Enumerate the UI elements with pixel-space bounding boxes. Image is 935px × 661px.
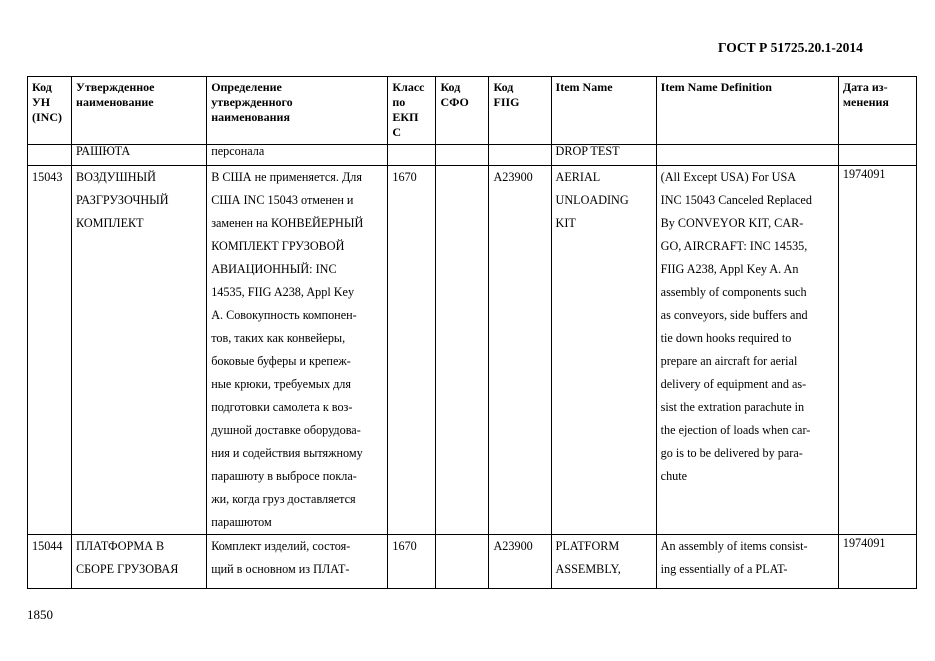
col-header-fiig: Код FIIG — [489, 77, 551, 145]
table-header-row — [28, 77, 917, 145]
cell-item-definition: An assembly of items consist- ing essentially of a PLAT- — [656, 535, 838, 589]
col-header-definition: Определение утвержденного наименования — [207, 77, 388, 145]
cell-definition: В США не применяется. Для США INC 15043 отменен и заменен на КОНВЕЙЕРНЫЙ КОМПЛЕКТ ГРУЗОВОЙ АВИАЦИОННЫЙ: INC 14535, FIIG A238, Appl Key A. Совокупность компонен- тов, таких как конвейеры, боковые буферы и крепеж- ные крюки, требуемых для подготовки самолета к воз- душной доставке оборудова- ния и содействия вытяжному парашюту в выбросе покла- жи, когда груз доставляется парашютом — [207, 166, 388, 535]
cell-sfo — [436, 145, 489, 166]
cell-item-definition: (All Except USA) For USA INC 15043 Canceled Replaced By CONVEYOR KIT, CAR- GO, AIRCRAFT: INC 14535, FIIG A238, Appl Key A. An assembly of components such as conveyors, side buffers and tie down hooks required to prepare an aircraft for aerial delivery of equipment and as- sist the extration parachute in the ejection of loads when car- go is to be delivered by para- chute — [656, 166, 838, 535]
cell-inc: 15044 — [28, 535, 72, 589]
cell-date: 1974091 — [838, 166, 916, 535]
col-header-item-definition: Item Name Definition — [656, 77, 838, 145]
document-code: ГОСТ Р 51725.20.1-2014 — [718, 40, 863, 55]
col-header-date: Дата из- менения — [838, 77, 916, 145]
cell-class — [388, 145, 436, 166]
cell-fiig — [489, 145, 551, 166]
cell-approved-name: РАШЮТА — [72, 145, 207, 166]
cell-date — [838, 145, 916, 166]
col-header-inc: Код УН (INC) — [28, 77, 72, 145]
cell-item-definition — [656, 145, 838, 166]
catalog-table — [27, 76, 917, 589]
cell-inc — [28, 145, 72, 166]
col-header-class: Класс по ЕКП С — [388, 77, 436, 145]
col-header-item-name: Item Name — [551, 77, 656, 145]
cell-definition: персонала — [207, 145, 388, 166]
page-number: 1850 — [27, 607, 53, 622]
table-row — [28, 166, 917, 535]
cell-item-name: DROP TEST — [551, 145, 656, 166]
cell-class: 1670 — [388, 166, 436, 535]
cell-approved-name: ВОЗДУШНЫЙ РАЗГРУЗОЧНЫЙ КОМПЛЕКТ — [72, 166, 207, 535]
cell-sfo — [436, 535, 489, 589]
cell-definition: Комплект изделий, состоя- щий в основном из ПЛАТ- — [207, 535, 388, 589]
col-header-sfo: Код СФО — [436, 77, 489, 145]
table-row — [28, 535, 917, 589]
cell-approved-name: ПЛАТФОРМА В СБОРЕ ГРУЗОВАЯ — [72, 535, 207, 589]
cell-inc: 15043 — [28, 166, 72, 535]
cell-date: 1974091 — [838, 535, 916, 589]
cell-class: 1670 — [388, 535, 436, 589]
cell-item-name: AERIAL UNLOADING KIT — [551, 166, 656, 535]
table-row — [28, 145, 917, 166]
col-header-approved-name: Утвержденное наименование — [72, 77, 207, 145]
cell-sfo — [436, 166, 489, 535]
cell-fiig: A23900 — [489, 535, 551, 589]
cell-fiig: A23900 — [489, 166, 551, 535]
cell-item-name: PLATFORM ASSEMBLY, — [551, 535, 656, 589]
